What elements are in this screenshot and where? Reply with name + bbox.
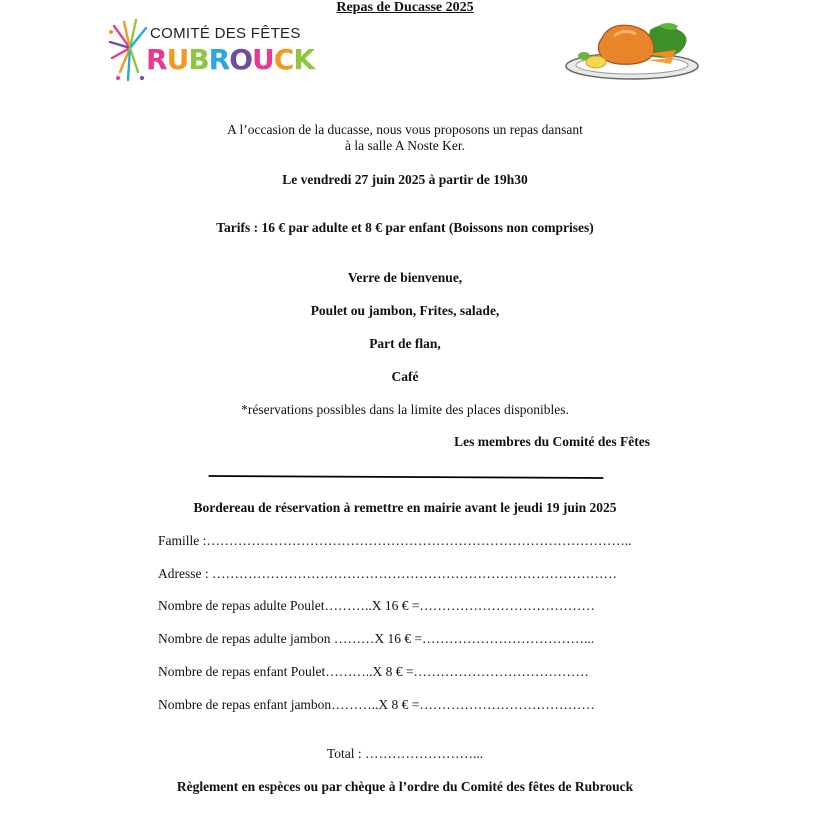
logo-big-text <box>146 43 314 76</box>
intro-line-2: à la salle A Noste Ker. <box>345 138 465 153</box>
logo-letter: R <box>208 43 230 76</box>
page-title <box>0 0 810 16</box>
logo-letter: O <box>229 43 253 76</box>
logo-letter: R <box>146 43 167 76</box>
event-date: Le vendredi 27 juin 2025 à partir de 19h30 <box>282 172 528 187</box>
logo-letter: C <box>273 43 294 76</box>
form-field-adresse[interactable]: Adresse : ……………………………………………………………………………… <box>158 566 617 581</box>
fireworks-icon <box>108 18 150 84</box>
logo-letter: U <box>166 43 189 76</box>
form-heading: Bordereau de réservation à remettre en mairie avant le jeudi 19 juin 2025 <box>193 500 617 515</box>
menu-item: Poulet ou jambon, Frites, salade, <box>310 303 500 318</box>
intro-line-1: A l’occasion de la ducasse, nous vous proposons un repas dansant <box>227 122 583 137</box>
cut-line-divider <box>110 475 702 479</box>
logo-letter: U <box>252 43 274 76</box>
form-field-famille[interactable]: Famille :………………………………………………………………………………….. <box>158 533 632 548</box>
form-field-child-poulet[interactable]: Nombre de repas enfant Poulet………..X 8 € =………………………………… <box>158 664 589 679</box>
roast-chicken-plate-icon <box>562 16 704 82</box>
event-prices: Tarifs : 16 € par adulte et 8 € par enfant (Boissons non comprises) <box>216 220 594 235</box>
logo-letter: K <box>293 43 315 76</box>
comite-logo <box>108 18 315 84</box>
logo-letter: B <box>188 43 209 76</box>
form-total[interactable]: Total : ……………………... <box>326 746 484 761</box>
form-field-child-jambon[interactable]: Nombre de repas enfant jambon………..X 8 € =………………………………… <box>158 697 595 712</box>
menu-item: Café <box>391 369 419 384</box>
form-field-adult-poulet[interactable]: Nombre de repas adulte Poulet………..X 16 € =………………………………… <box>158 598 595 613</box>
page-title-text: Repas de Ducasse 2025 <box>336 0 474 15</box>
form-field-adult-jambon[interactable]: Nombre de repas adulte jambon ………X 16 € =………………………………... <box>158 631 595 646</box>
reservation-note: *réservations possibles dans la limite des places disponibles. <box>241 402 569 417</box>
signature: Les membres du Comité des Fêtes <box>454 434 650 449</box>
menu-item: Verre de bienvenue, <box>347 270 463 285</box>
payment-note: Règlement en espèces ou par chèque à l’ordre du Comité des fêtes de Rubrouck <box>176 779 634 794</box>
logo-top-text: COMITÉ DES FÊTES <box>150 25 301 42</box>
menu-item: Part de flan, <box>369 336 441 351</box>
